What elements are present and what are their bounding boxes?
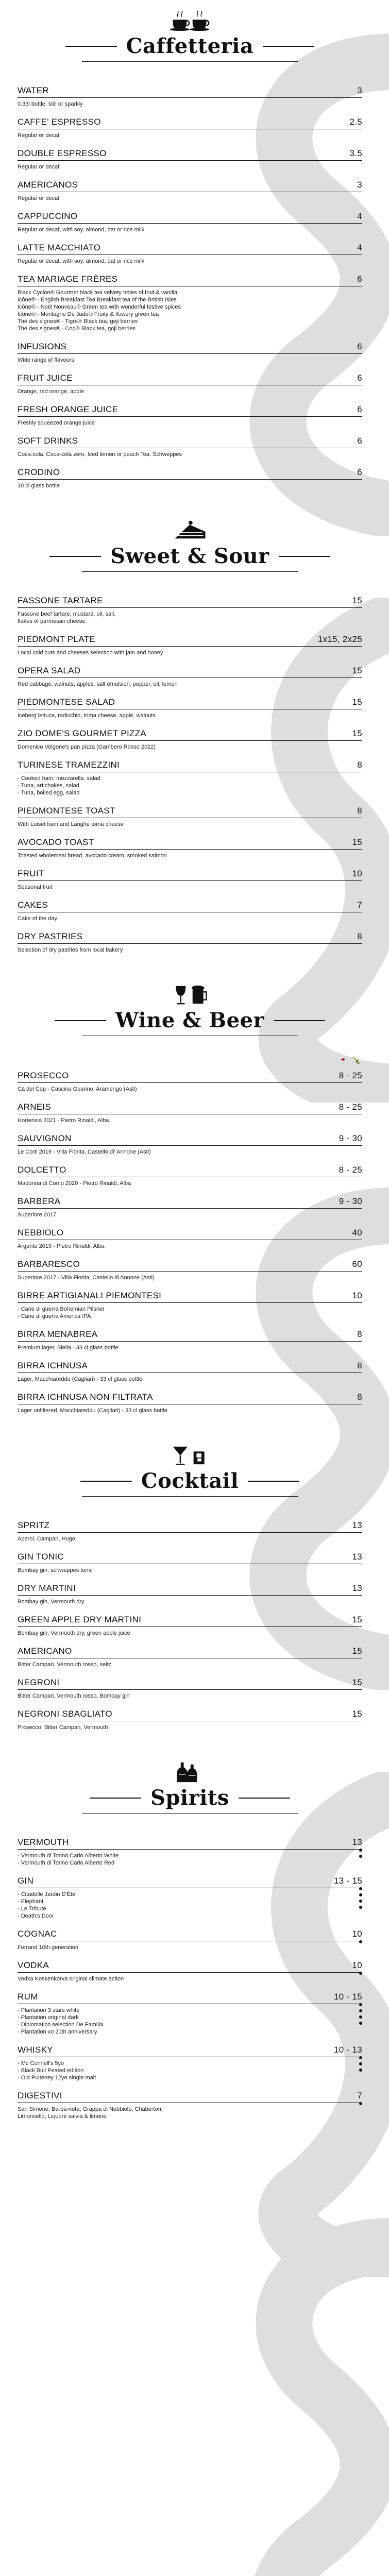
section-title: Sweet & Sour: [110, 544, 269, 568]
menu-item: [18, 369, 362, 400]
item-name: NEGRONI: [18, 1677, 60, 1687]
item-name: FASSONE TARTARE: [18, 596, 103, 605]
item-name: FRESH ORANGE JUICE: [18, 404, 119, 414]
wine-beer-icon: [168, 984, 212, 1006]
wine-column-icons: [18, 1056, 362, 1064]
menu-item: [18, 1705, 362, 1736]
section-sweet-sour: [18, 510, 362, 959]
section-header: [18, 1752, 362, 1814]
menu-items: [18, 591, 362, 959]
menu-item: [18, 1925, 362, 1956]
title-rule: [80, 1481, 132, 1482]
menu-item: [18, 1833, 362, 1872]
menu-item: [18, 337, 362, 369]
menu-item: [18, 1161, 362, 1192]
title-underline: [82, 1496, 298, 1497]
bullet-dot: [359, 2015, 362, 2019]
menu-item: [18, 1872, 362, 1925]
title-rule: [263, 46, 314, 47]
menu-item: [18, 1098, 362, 1129]
item-description: Lager unfiltered, Macchiareddu (Cagliari) - 33 cl glass bottle: [18, 1408, 168, 1414]
item-name: AMERICANOS: [18, 180, 78, 190]
item-price: 8: [357, 806, 362, 816]
bullet-dot: [359, 2069, 362, 2072]
item-price: 8 - 25: [339, 1071, 362, 1080]
item-price: 6: [357, 436, 362, 446]
item-description: Regular or decaf: [18, 132, 60, 139]
section-wine-beer: [18, 974, 362, 1419]
item-description: - Cooked ham, mozzarella, salad - Tuna, artichokes, salad - Tuna, boiled egg, salad: [18, 775, 100, 796]
item-price: 2.5: [349, 117, 362, 127]
item-name: TURINESE TRAMEZZINI: [18, 760, 120, 770]
item-price: 40: [352, 1228, 362, 1238]
coffee-cups-icon: [168, 9, 212, 32]
section-cocktail: [18, 1435, 362, 1736]
menu-item: [18, 463, 362, 495]
title-rule: [49, 556, 101, 557]
item-name: BARBARESCO: [18, 1259, 80, 1269]
item-name: AMERICANO: [18, 1646, 72, 1656]
item-name: AVOCADO TOAST: [18, 837, 94, 847]
item-name: DOUBLE ESPRESSO: [18, 148, 107, 158]
item-description: Local cold cuts and cheeses selection with jam and honey: [18, 650, 163, 656]
item-price: 15: [352, 666, 362, 675]
title-rule: [274, 1020, 325, 1021]
title-underline: [82, 571, 298, 572]
item-description: Black Cyclon® Gourmet black tea velvety notes of fruit & vanilla Icône® - English Breakfast Tea Breakfast tea of the British Isles Icône® - Noël Nouveau® Green tea with wonderful festive spices Icône® - Montagne De Jade® Fruity & flowery green tea Thé des signes® - Tigre® Black tea, goji berries Thé des signes® - Coq® Black tea, goji berries: [18, 290, 181, 332]
item-price: 6: [357, 274, 362, 284]
item-price: 3.5: [349, 148, 362, 158]
title-underline: [82, 61, 298, 62]
bullet-dot: [359, 1972, 362, 1975]
variant-markers: [359, 1972, 362, 1975]
item-description: Lager, Macchiareddu (Cagliari) - 33 cl glass bottle: [18, 1376, 143, 1382]
variant-markers: [359, 1849, 362, 1858]
item-name: CAFFE' ESPRESSO: [18, 117, 101, 127]
title-rule: [90, 1798, 141, 1799]
menu-item: [18, 591, 362, 630]
menu-item: [18, 1192, 362, 1224]
item-description: Seasonal fruit: [18, 884, 53, 890]
bullet-dot: [359, 1940, 362, 1943]
item-price: 13: [352, 1583, 362, 1593]
item-price: 10: [352, 869, 362, 878]
title-rule: [65, 46, 117, 47]
item-price: 13 - 15: [333, 1876, 362, 1886]
item-name: PROSECCO: [18, 1071, 69, 1080]
section-header: [18, 974, 362, 1036]
bullet-dot: [359, 2056, 362, 2059]
bullet-dot: [359, 2062, 362, 2065]
item-name: WATER: [18, 86, 49, 95]
menu-item: [18, 81, 362, 113]
item-name: COGNAC: [18, 1929, 57, 1939]
wine-glass-icon: 🍷: [339, 1056, 348, 1064]
item-description: Red cabbage, walnuts, apples, salt emulsion, pepper, oil, lemon: [18, 681, 178, 687]
menu-item: [18, 1357, 362, 1388]
item-description: Cà del Cop - Cascina Guarino, Aramengo (Asti): [18, 1086, 137, 1092]
item-price: 15: [352, 1646, 362, 1656]
menu-item: [18, 1325, 362, 1357]
section-title: Caffetteria: [126, 34, 254, 58]
item-price: 13: [352, 1837, 362, 1847]
menu-item: [18, 833, 362, 865]
item-name: PIEDMONT PLATE: [18, 634, 95, 644]
item-description: 10 cl glass bottle: [18, 483, 60, 489]
item-price: 1x15, 2x25: [317, 634, 362, 644]
item-name: GIN TONIC: [18, 1552, 64, 1562]
title-rule: [55, 1020, 106, 1021]
menu-item: [18, 176, 362, 207]
item-name: ARNEIS: [18, 1102, 52, 1112]
menu-item: [18, 693, 362, 724]
title-underline: [82, 1813, 298, 1814]
item-name: BIRRA ICHNUSA: [18, 1361, 88, 1370]
section-spirits: [18, 1752, 362, 2125]
item-price: 15: [352, 728, 362, 738]
item-name: BIRRA MENABREA: [18, 1329, 98, 1339]
menu-item: [18, 1956, 362, 1988]
variant-markers: [359, 1940, 362, 1943]
menu-item: [18, 113, 362, 144]
menu-item: [18, 724, 362, 756]
item-price: 15: [352, 837, 362, 847]
menu-item: [18, 1579, 362, 1611]
menu-item: [18, 239, 362, 270]
wine-bottle-icon: 🍾: [352, 1056, 361, 1064]
menu-item: [18, 1255, 362, 1286]
item-description: Bitter Campari, Vermouth rosso, seltz: [18, 1662, 112, 1668]
item-description: Aperol, Campari, Hugo: [18, 1536, 75, 1542]
item-name: ZIO DOME'S GOURMET PIZZA: [18, 728, 147, 738]
item-description: Regular or decaf: [18, 164, 60, 170]
item-name: SAUVIGNON: [18, 1133, 72, 1143]
item-name: CRODINO: [18, 467, 60, 477]
item-description: Bombay gin, Vermouth dry, green apple juice: [18, 1630, 130, 1636]
item-name: GREEN APPLE DRY MARTINI: [18, 1615, 142, 1624]
section-title: Spirits: [150, 1786, 229, 1810]
item-description: Fassone beef tartare, mustard, oil, salt, flakes of parmesan cheese: [18, 611, 116, 624]
variant-markers: [359, 2102, 362, 2105]
item-description: Orange, red orange, apple: [18, 388, 84, 395]
item-price: 4: [357, 243, 362, 252]
item-price: 3: [357, 86, 362, 95]
bullet-dot: [359, 1855, 362, 1858]
menu-item: [18, 662, 362, 693]
cake-slice-icon: [168, 519, 212, 542]
item-price: 7: [357, 2091, 362, 2100]
item-name: INFUSIONS: [18, 342, 67, 351]
menu-item: [18, 1548, 362, 1579]
menu-item: [18, 1988, 362, 2041]
section-header: [18, 510, 362, 572]
item-description: Superiore 2017 - Villa Fiorita, Castello di Annone (Asti): [18, 1275, 155, 1281]
item-name: WHISKY: [18, 2045, 53, 2055]
menu-item: [18, 1066, 362, 1098]
variant-markers: [359, 2003, 362, 2025]
menu-items: [18, 81, 362, 495]
item-price: 8: [357, 1392, 362, 1402]
item-price: 15: [352, 596, 362, 605]
item-name: BIRRA ICHNUSA NON FILTRATA: [18, 1392, 153, 1402]
bullet-dot: [359, 1849, 362, 1852]
item-price: 10: [352, 1929, 362, 1939]
bullet-dot: [359, 1887, 362, 1890]
section-caffetteria: [18, 0, 362, 495]
title-rule: [239, 1798, 290, 1799]
menu-item: [18, 896, 362, 927]
item-description: Wide range of flavours: [18, 357, 75, 363]
item-name: BIRRE ARTIGIANALI PIEMONTESI: [18, 1291, 162, 1300]
bullet-dot: [359, 1900, 362, 1903]
bullet-dot: [359, 1906, 362, 1909]
item-description: Prosecco, Bitter Campari, Vermouth: [18, 1724, 108, 1731]
item-description: Regular or decaf: [18, 195, 60, 201]
item-price: 6: [357, 373, 362, 383]
item-price: 6: [357, 342, 362, 351]
item-name: GIN: [18, 1876, 34, 1886]
item-description: - Mc Connell's 5yo - Black Bull Peated edition - Old Pulteney 12yo single malt: [18, 2060, 96, 2081]
item-description: Bombay gin, Vermouth dry: [18, 1599, 84, 1605]
menu-item: [18, 144, 362, 176]
item-description: Vodka Koskenkorva original climate action: [18, 1976, 124, 1982]
item-name: RUM: [18, 1992, 38, 2002]
item-name: DRY PASTRIES: [18, 931, 83, 941]
item-name: PIEDMONTESE SALAD: [18, 697, 115, 707]
item-price: 15: [352, 1677, 362, 1687]
item-name: FRUIT JUICE: [18, 373, 73, 383]
menu-item: [18, 1516, 362, 1548]
item-price: 8 - 25: [339, 1102, 362, 1112]
menu-item: [18, 630, 362, 662]
item-price: 3: [357, 180, 362, 190]
menu-item: [18, 1388, 362, 1419]
menu-item: [18, 1286, 362, 1325]
item-price: 8: [357, 931, 362, 941]
item-price: 10: [352, 1960, 362, 1970]
section-title: Cocktail: [141, 1469, 239, 1493]
menu-item: [18, 400, 362, 432]
item-price: 15: [352, 1709, 362, 1719]
bullet-dot: [359, 2102, 362, 2105]
title-rule: [279, 556, 330, 557]
item-description: With Luiset ham and Langhe toma cheese: [18, 821, 124, 827]
item-price: 8: [357, 1361, 362, 1370]
menu-item: [18, 1611, 362, 1642]
item-name: FRUIT: [18, 869, 44, 878]
item-price: 8: [357, 760, 362, 770]
menu-items: [18, 1833, 362, 2125]
item-name: NEGRONI SBAGLIATO: [18, 1709, 112, 1719]
item-description: Toasted wholemeal bread, avocado cream, smoked salmon: [18, 853, 167, 859]
item-price: 6: [357, 404, 362, 414]
item-name: TEA MARIAGE FRÈRES: [18, 274, 118, 284]
bullet-dot: [359, 2009, 362, 2012]
menu-item: [18, 207, 362, 239]
item-price: 4: [357, 211, 362, 221]
item-description: Premium lager, Biella - 33 cl glass bottle: [18, 1345, 119, 1351]
item-price: 9 - 30: [339, 1196, 362, 1206]
item-description: Le Corti 2019 - Villa Fiorita, Castello di' Annone (Asti): [18, 1149, 151, 1155]
menu-item: [18, 927, 362, 959]
item-description: Freshly squeezed orange juice: [18, 420, 95, 426]
item-description: Cake of the day: [18, 916, 58, 922]
item-name: NEBBIOLO: [18, 1228, 64, 1238]
item-price: 15: [352, 697, 362, 707]
item-price: 7: [357, 900, 362, 910]
item-description: Superiore 2017: [18, 1212, 57, 1218]
item-description: Madonna di Como 2020 - Pietro Rinaldi, Alba: [18, 1180, 131, 1187]
section-header: [18, 1435, 362, 1497]
item-description: Regular or decaf, with soy, almond, oat or rice milk: [18, 227, 145, 233]
item-name: LATTE MACCHIATO: [18, 243, 101, 252]
item-price: 8: [357, 1329, 362, 1339]
item-name: VODKA: [18, 1960, 49, 1970]
bullet-dot: [359, 2022, 362, 2025]
menu-items: [18, 1056, 362, 1419]
item-price: 6: [357, 467, 362, 477]
item-price: 10: [352, 1291, 362, 1300]
item-name: CAPPUCCINO: [18, 211, 78, 221]
item-name: SPRITZ: [18, 1520, 50, 1530]
item-name: SOFT DRINKS: [18, 436, 78, 446]
menu-item: [18, 1673, 362, 1705]
item-name: VERMOUTH: [18, 1837, 69, 1847]
cocktail-glasses-icon: [168, 1444, 212, 1467]
item-description: - Vermouth di Torino Carlo Alberto White - Vermouth di Torino Carlo Alberto Red: [18, 1853, 119, 1866]
item-name: PIEDMONTESE TOAST: [18, 806, 115, 816]
section-title: Wine & Beer: [115, 1008, 265, 1032]
item-name: DRY MARTINI: [18, 1583, 76, 1593]
item-description: Selection of dry pastries from local bakery: [18, 947, 123, 953]
item-price: 60: [352, 1259, 362, 1269]
bullet-dot: [359, 2003, 362, 2006]
item-price: 10 - 15: [333, 1992, 362, 2002]
item-name: BARBERA: [18, 1196, 61, 1206]
item-price: 13: [352, 1520, 362, 1530]
menu-item: [18, 865, 362, 896]
bullet-dot: [359, 1893, 362, 1896]
section-header: [18, 0, 362, 62]
item-description: Bitter Campari, Vermouth rosso, Bombay gin: [18, 1693, 130, 1699]
item-price: 10 - 13: [333, 2045, 362, 2055]
item-price: 13: [352, 1552, 362, 1562]
item-name: OPERA SALAD: [18, 666, 81, 675]
variant-markers: [359, 1887, 362, 1909]
menu-item: [18, 802, 362, 833]
item-description: - Plantation 3 stars white - Plantation original dark - Diplomatico selection De Familia - Plantation xo 20th anniversary: [18, 2007, 104, 2035]
item-description: Coca-cola, Coca-cola zero, Iced lemon or peach Tea, Schweppes: [18, 451, 182, 457]
bottles-icon: [168, 1761, 212, 1784]
menu-item: [18, 1129, 362, 1161]
menu-item: [18, 2087, 362, 2125]
title-rule: [248, 1481, 299, 1482]
menu-item: [18, 1224, 362, 1255]
watermark-graphic: [209, 2215, 389, 2576]
item-description: San Simone, Ba-ba-nota, Grappa di Nebbiolo, Chaberton, Limoncello, Liquore salvia & limone: [18, 2106, 163, 2120]
item-name: DOLCETTO: [18, 1165, 66, 1175]
item-description: Iceberg lettuce, radicchio, toma cheese, apple, walnuts: [18, 713, 156, 719]
item-description: Regular or decaf, with soy, almond, oat or rice milk: [18, 258, 145, 264]
variant-markers: [359, 2056, 362, 2072]
item-description: - Citadelle Jardin D'Été - Elephant - Le Tribute - Death's Door: [18, 1891, 76, 1919]
item-price: 9 - 30: [339, 1133, 362, 1143]
item-description: Ferrand 10th generation: [18, 1944, 79, 1951]
menu-item: [18, 756, 362, 802]
item-description: - Cane di guerra Bohemian Pilsner - Cane di guerra America IPA: [18, 1306, 105, 1319]
item-description: Argante 2019 - Pietro Rinaldi, Alba: [18, 1243, 105, 1249]
item-price: 15: [352, 1615, 362, 1624]
item-description: Hortensia 2021 - Pietro Rinaldi, Alba: [18, 1117, 109, 1124]
menu-items: [18, 1516, 362, 1736]
item-name: CAKES: [18, 900, 48, 910]
item-description: Bombay gin, schweppes tonic: [18, 1567, 93, 1573]
menu-item: [18, 2041, 362, 2087]
item-name: DIGESTIVI: [18, 2091, 62, 2100]
menu-item: [18, 270, 362, 337]
item-price: 8 - 25: [339, 1165, 362, 1175]
item-description: Domenico Volgone's pan pizza (Gambero Rosso 2022): [18, 744, 156, 750]
item-description: 0.33l bottle, still or sparkly: [18, 101, 83, 107]
menu-item: [18, 1642, 362, 1673]
menu-item: [18, 432, 362, 463]
